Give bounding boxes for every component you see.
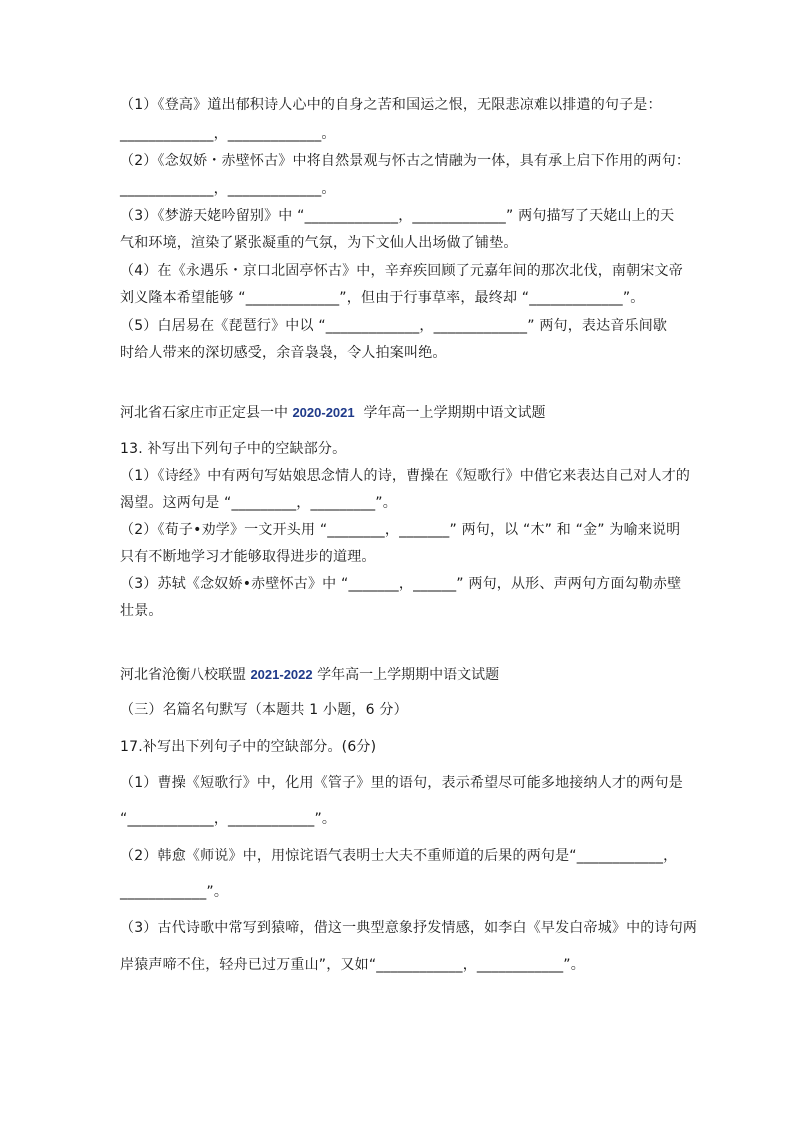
section-title-year: 2020-2021 [292, 405, 355, 420]
question-line: 13. 补写出下列句子中的空缺部分。 [120, 441, 347, 457]
question-line: （3）古代诗歌中常写到猿啼，借这一典型意象抒发情感，如李白《早发白帝城》中的诗句两 [120, 920, 698, 936]
question-line: 岸猿声啼不住，轻舟已过万重山”，又如“____________，____________”。 [120, 957, 585, 973]
question-line: 刘义隆本希望能够 “_____________”，但由于行事草率，最终却 “_____________”。 [120, 290, 645, 306]
question-line: （3）苏轼《念奴娇•赤壁怀古》中 “_______，______” 两句，从形、声两句方面勾勒赤壁 [120, 576, 682, 592]
answer-blank-line: _____________，_____________。 [120, 181, 336, 197]
section-title-year: 2021-2022 [250, 667, 313, 682]
question-line: 只有不断地学习才能够取得进步的道理。 [120, 549, 376, 565]
question-line: 17.补写出下列句子中的空缺部分。(6分) [120, 739, 377, 755]
answer-blank-line: ____________”。 [120, 884, 229, 900]
question-line: 壮景。 [120, 603, 163, 619]
question-line: （3）《梦游天姥吟留别》中 “_____________，_____________” 两句描写了天姥山上的天 [120, 208, 675, 224]
question-line: （2）《荀子•劝学》一文开头用 “________，_______” 两句，以 “木” 和 “金” 为喻来说明 [120, 522, 681, 538]
section-title [120, 403, 546, 423]
question-line: （三）名篇名句默写（本题共 1 小题，6 分） [120, 702, 408, 718]
question-line: （1）《登高》道出郁积诗人心中的自身之苦和国运之恨，无限悲凉难以排遣的句子是： [120, 97, 662, 113]
question-line: 气和环境，渲染了紧张凝重的气氛，为下文仙人出场做了铺垫。 [120, 235, 518, 251]
question-line: （2）《念奴娇・赤壁怀古》中将自然景观与怀古之情融为一体，具有承上启下作用的两句： [120, 153, 691, 169]
section-title-school: 河北省石家庄市正定县一中 [120, 405, 293, 421]
question-line: 渴望。这两句是 “_________，_________”。 [120, 495, 397, 511]
question-line: 时给人带来的深切感受，余音袅袅，令人拍案叫绝。 [120, 345, 447, 361]
question-line: （5）白居易在《琵琶行》中以 “_____________，_____________” 两句，表达音乐间歇 [120, 318, 668, 334]
section-title [120, 665, 499, 685]
section-title-school: 河北省沧衡八校联盟 [120, 667, 251, 683]
question-line: （4）在《永遇乐・京口北固亭怀古》中，辛弃疾回顾了元嘉年间的那次北伐，南朝宋文帝 [120, 263, 683, 279]
question-line: （1）曹操《短歌行》中，化用《管子》里的语句，表示希望尽可能多地接纳人才的两句是 [120, 775, 683, 791]
answer-blank-line: “____________，____________”。 [120, 811, 337, 827]
section-title-suffix: 学年高一上学期期中语文试题 [312, 667, 500, 683]
question-line: （1）《诗经》中有两句写姑娘思念情人的诗，曹操在《短歌行》中借它来表达自己对人才的 [120, 468, 691, 484]
answer-blank-line: _____________，_____________。 [120, 126, 336, 142]
section-title-suffix: 学年高一上学期期中语文试题 [354, 405, 546, 421]
question-line: （2）韩愈《师说》中，用惊诧语气表明士大夫不重师道的后果的两句是“____________， [120, 848, 678, 864]
